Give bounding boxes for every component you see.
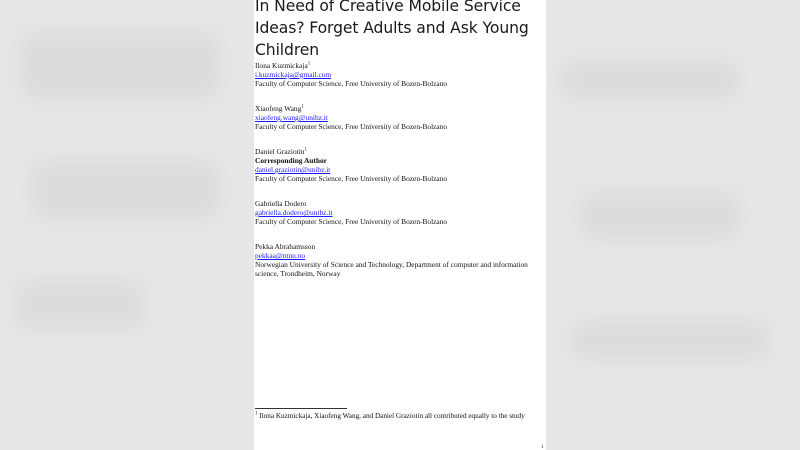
author-email-link[interactable]: xiaofeng.wang@unibz.it [255, 113, 328, 122]
author-name: Pekka Abrahamsson [255, 242, 316, 251]
author-affiliation: Faculty of Computer Science, Free University of Bozen-Bolzano [255, 174, 448, 183]
author-block [255, 104, 545, 131]
author-email-link[interactable]: gabriella.dodero@unibz.it [255, 208, 333, 217]
footnote [255, 412, 546, 421]
author-name-line [255, 61, 545, 70]
author-email-link[interactable]: i.kuzmickaja@gmail.com [255, 70, 332, 79]
author-name: Gabriella Dodero [255, 199, 307, 208]
footnote-mark: 1 [255, 411, 258, 417]
author-affiliation: Norwegian University of Science and Technology, Department of computer and information science, Trondheim, Norway [255, 260, 528, 278]
author-name: Xiaofeng Wang [255, 104, 302, 113]
author-block [255, 147, 545, 183]
background-blur-shape [20, 30, 220, 100]
author-name-line [255, 147, 545, 156]
author-list [255, 61, 545, 294]
document-page [254, 0, 546, 450]
page-number: 1 [541, 444, 544, 450]
author-email-link[interactable]: pekkaa@ntnu.no [255, 251, 306, 260]
author-email-link[interactable]: daniel.graziotin@unibz.it [255, 165, 331, 174]
author-name: Daniel Graziotin [255, 147, 305, 156]
paper-title: In Need of Creative Mobile Service Ideas? Forget Adults and Ask Young Children [255, 0, 529, 59]
background-blur-shape [570, 320, 770, 360]
footnote-mark: 1 [307, 61, 311, 67]
background-blur-shape [560, 60, 740, 100]
author-affiliation: Faculty of Computer Science, Free University of Bozen-Bolzano [255, 217, 448, 226]
footnote-mark: 1 [301, 104, 304, 110]
footnote-mark: 1 [304, 147, 307, 153]
footnote-text: Ilona Kuzmickaja, Xiaofeng Wang, and Daniel Graziotin all contributed equally to the study [259, 412, 525, 420]
background-blur-shape [15, 280, 145, 330]
background-blur-shape [580, 190, 740, 240]
author-affiliation: Faculty of Computer Science, Free University of Bozen-Bolzano [255, 122, 448, 131]
corresponding-author-label: Corresponding Author [255, 156, 327, 165]
author-name-line [255, 104, 545, 113]
author-name: Ilona Kuzmickaja [255, 61, 308, 70]
background-blur-shape [30, 160, 220, 220]
author-affiliation: Faculty of Computer Science, Free University of Bozen-Bolzano [255, 79, 448, 88]
author-block [255, 61, 545, 88]
footnote-separator [255, 408, 347, 409]
author-block [255, 242, 545, 278]
author-block [255, 199, 545, 226]
